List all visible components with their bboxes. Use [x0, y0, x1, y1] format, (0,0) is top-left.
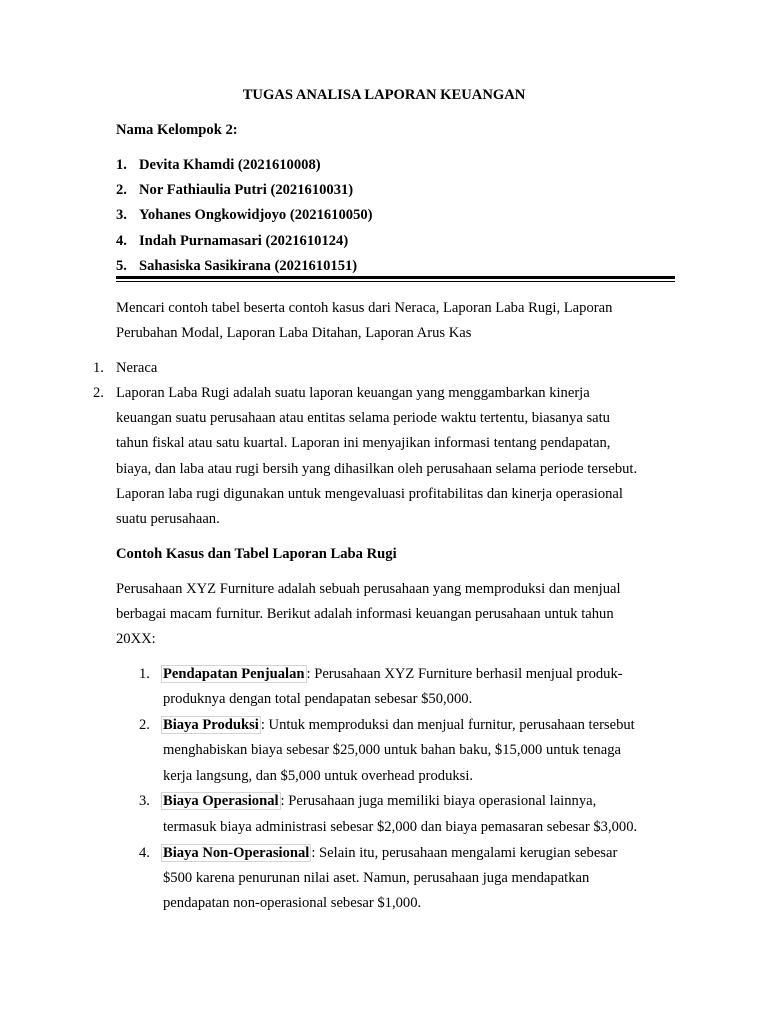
member-number: 4.	[116, 233, 127, 249]
list-line: menghabiskan biaya sebesar $25,000 untuk bahan baku, $15,000 untuk tenaga	[163, 742, 621, 758]
list-line: tahun fiskal atau satu kuartal. Laporan ini menyajikan informasi tentang pendapatan,	[116, 435, 611, 451]
intro-line: Mencari contoh tabel beserta contoh kasus dari Neraca, Laporan Laba Rugi, Laporan	[116, 300, 613, 316]
divider-thin	[116, 281, 675, 282]
term-highlight: Biaya Produksi	[163, 717, 259, 733]
list-line: Laporan Laba Rugi adalah suatu laporan keuangan yang menggambarkan kinerja	[116, 385, 590, 401]
list-text: Neraca	[116, 360, 158, 376]
member-number: 5.	[116, 258, 127, 274]
member-name: Sahasiska Sasikirana (2021610151)	[139, 258, 358, 274]
list-line	[163, 793, 596, 810]
section-heading: Contoh Kasus dan Tabel Laporan Laba Rugi	[116, 546, 397, 562]
list-line	[163, 845, 617, 862]
group-label: Nama Kelompok 2:	[116, 122, 238, 138]
list-number: 4.	[139, 845, 150, 861]
list-line: keuangan suatu perusahaan atau entitas selama periode waktu tertentu, biasanya satu	[116, 410, 610, 426]
list-number: 3.	[139, 793, 150, 809]
list-line: pendapatan non-operasional sebesar $1,000.	[163, 895, 422, 911]
list-number: 1.	[93, 360, 104, 376]
list-text: : Selain itu, perusahaan mengalami kerugian sebesar	[311, 845, 618, 861]
member-number: 2.	[116, 182, 127, 198]
list-line: biaya, dan laba atau rugi bersih yang dihasilkan oleh perusahaan selama periode tersebut.	[116, 461, 638, 477]
list-number: 2.	[139, 717, 150, 733]
member-name: Devita Khamdi (2021610008)	[139, 157, 321, 173]
intro-line: Perubahan Modal, Laporan Laba Ditahan, Laporan Arus Kas	[116, 325, 472, 341]
member-name: Nor Fathiaulia Putri (2021610031)	[139, 182, 354, 198]
list-text: : Perusahaan XYZ Furniture berhasil menjual produk-	[306, 666, 623, 682]
list-line: Laporan laba rugi digunakan untuk mengevaluasi profitabilitas dan kinerja operasional	[116, 486, 623, 502]
divider-thick	[116, 276, 675, 279]
term-highlight: Pendapatan Penjualan	[163, 666, 305, 682]
member-name: Indah Purnamasari (2021610124)	[139, 233, 349, 249]
case-line: 20XX:	[116, 631, 156, 647]
member-number: 3.	[116, 207, 127, 223]
term-highlight: Biaya Non-Operasional	[163, 845, 310, 861]
list-number: 1.	[139, 666, 150, 682]
list-line: suatu perusahaan.	[116, 511, 220, 527]
term-highlight: Biaya Operasional	[163, 793, 279, 809]
case-line: Perusahaan XYZ Furniture adalah sebuah perusahaan yang memproduksi dan menjual	[116, 581, 621, 597]
list-line	[163, 666, 623, 683]
list-text: : Perusahaan juga memiliki biaya operasional lainnya,	[280, 793, 597, 809]
list-line: termasuk biaya administrasi sebesar $2,000 dan biaya pemasaran sebesar $3,000.	[163, 819, 638, 835]
list-line: $500 karena penurunan nilai aset. Namun, perusahaan juga mendapatkan	[163, 870, 590, 886]
member-name: Yohanes Ongkowidjoyo (2021610050)	[139, 207, 373, 223]
list-line	[163, 717, 635, 734]
member-number: 1.	[116, 157, 127, 173]
list-line: produknya dengan total pendapatan sebesar $50,000.	[163, 691, 473, 707]
case-line: berbagai macam furnitur. Berikut adalah informasi keuangan perusahaan untuk tahun	[116, 606, 614, 622]
list-text: : Untuk memproduksi dan menjual furnitur, perusahaan tersebut	[260, 717, 635, 733]
list-number: 2.	[93, 385, 104, 401]
list-line: kerja langsung, dan $5,000 untuk overhead produksi.	[163, 768, 474, 784]
document-title: TUGAS ANALISA LAPORAN KEUANGAN	[242, 87, 526, 103]
